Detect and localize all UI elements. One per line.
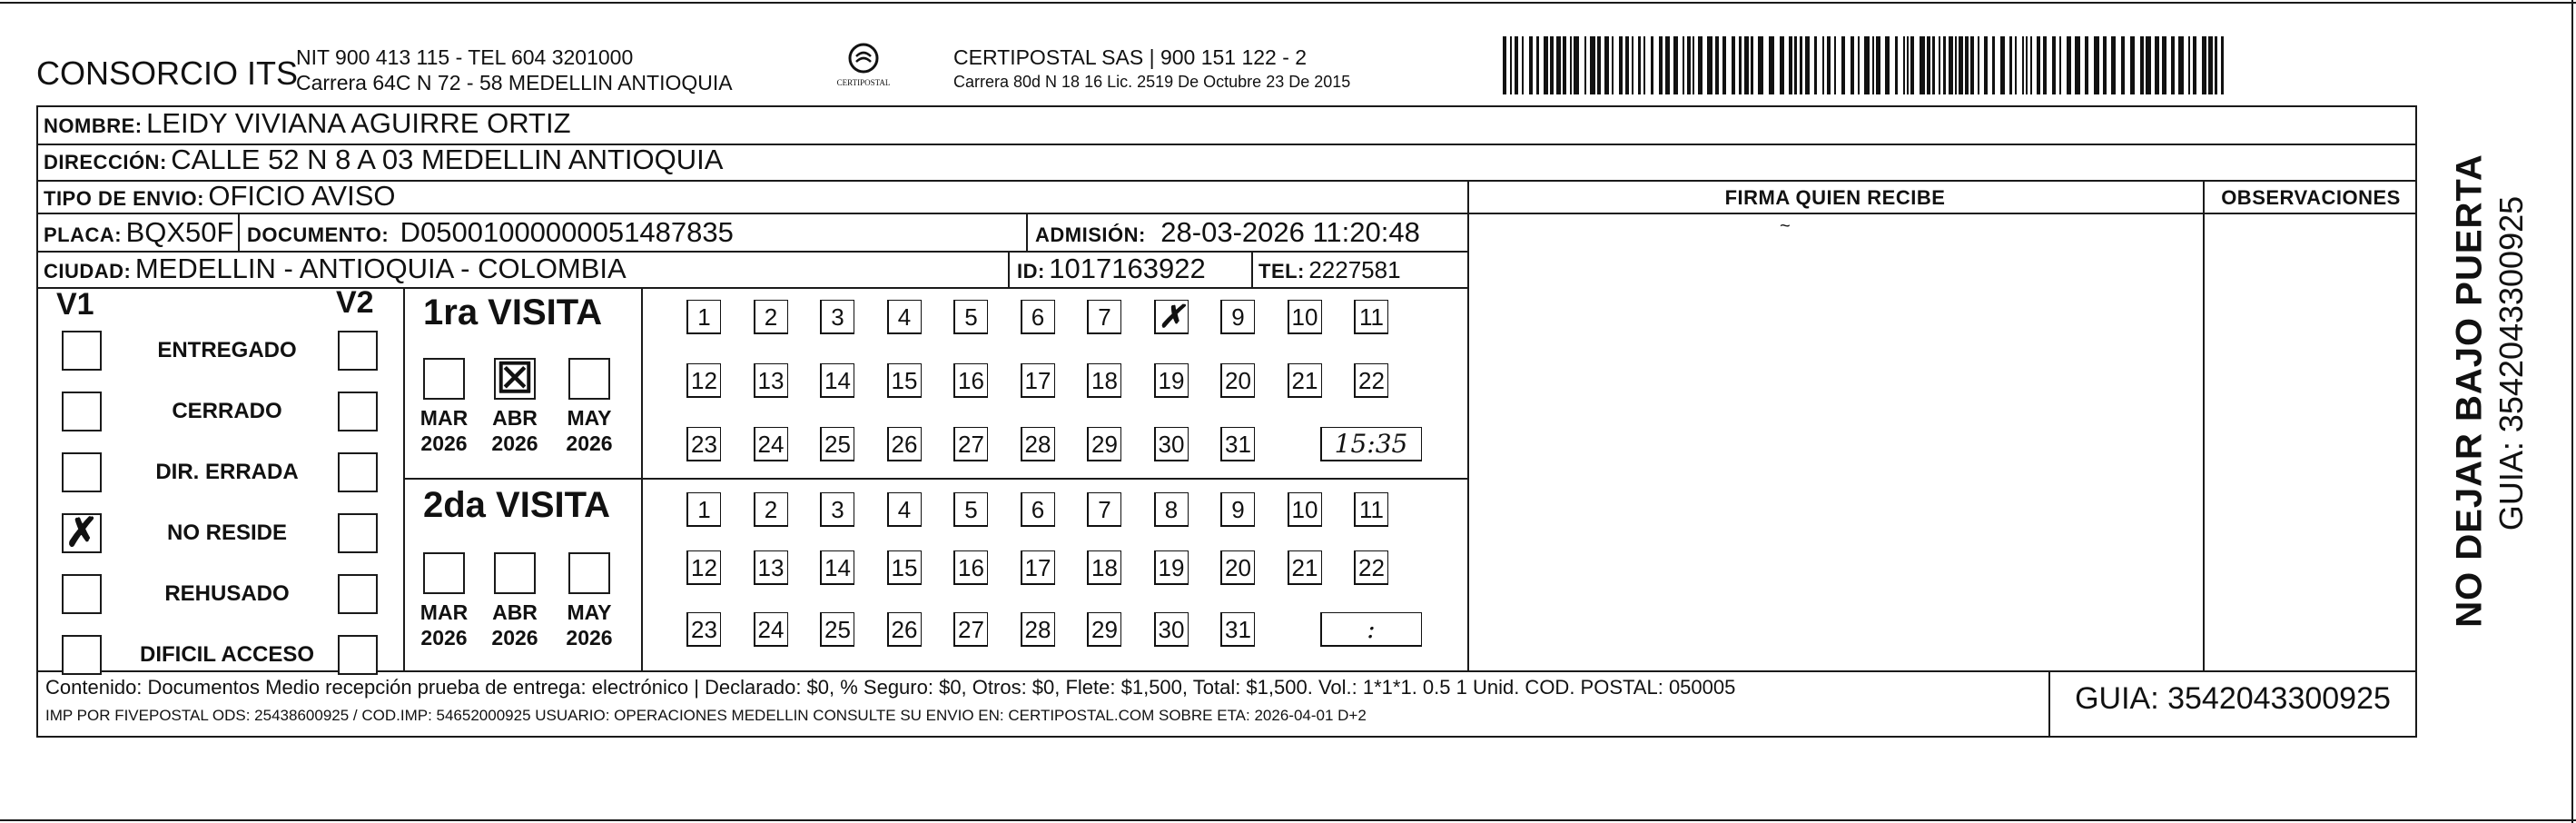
- admision-label: ADMISIÓN:: [1035, 223, 1146, 246]
- barcode-bar: [1959, 36, 1963, 94]
- month-checkbox[interactable]: [494, 354, 536, 402]
- barcode-bar: [1665, 36, 1670, 94]
- day-box[interactable]: 13: [754, 363, 788, 398]
- day-box[interactable]: 7: [1087, 300, 1121, 334]
- company-line-2: Carrera 64C N 72 - 58 MEDELLIN ANTIOQUIA: [296, 71, 733, 94]
- barcode-bar: [1722, 36, 1726, 94]
- barcode-bar: [1744, 36, 1749, 94]
- barcode-bar: [2171, 36, 2175, 94]
- day-box[interactable]: 27: [953, 612, 988, 647]
- barcode-bar: [1885, 36, 1890, 94]
- barcode-bar: [1978, 36, 1979, 94]
- time-box[interactable]: 15:35: [1320, 427, 1422, 461]
- barcode-bar: [2208, 36, 2213, 94]
- day-box[interactable]: 25: [820, 427, 854, 461]
- barcode-bar: [2000, 36, 2005, 94]
- day-box[interactable]: 24: [754, 427, 788, 461]
- month-checkbox[interactable]: [494, 552, 536, 594]
- day-box[interactable]: 20: [1220, 550, 1255, 585]
- day-box[interactable]: 6: [1021, 300, 1055, 334]
- v2-header: V2: [336, 285, 374, 320]
- day-box[interactable]: 21: [1288, 363, 1322, 398]
- barcode-bar: [1612, 36, 1614, 94]
- month-checkbox[interactable]: [423, 358, 465, 400]
- barcode-bar: [1510, 36, 1512, 94]
- barcode-bar: [1814, 36, 1817, 94]
- direccion-row: [44, 144, 723, 176]
- id-field: [1017, 253, 1206, 285]
- day-box[interactable]: 11: [1354, 300, 1388, 334]
- v2-checkbox[interactable]: [338, 452, 378, 492]
- ciudad-label: CIUDAD:: [44, 260, 132, 283]
- barcode-bar: [1739, 36, 1742, 94]
- barcode-bar: [1673, 36, 1678, 94]
- barcode-bar: [1556, 36, 1561, 94]
- barcode-bar: [1529, 36, 1533, 94]
- placa-field: [44, 216, 233, 249]
- barcode-bar: [2094, 36, 2099, 94]
- barcode-bar: [1536, 36, 1539, 94]
- barcode-bar: [1590, 36, 1595, 94]
- row-divider: [36, 287, 1467, 289]
- day-box[interactable]: 12: [686, 363, 721, 398]
- day-box[interactable]: 28: [1021, 612, 1055, 647]
- v1-checkbox[interactable]: [62, 331, 102, 371]
- barcode-bar: [1794, 36, 1797, 94]
- certipostal-logo: [831, 40, 896, 98]
- day-box[interactable]: 30: [1154, 612, 1189, 647]
- barcode-bar: [1751, 36, 1753, 94]
- month-label: MAY: [567, 406, 612, 430]
- ciudad-field: [44, 253, 627, 285]
- day-box[interactable]: 10: [1288, 492, 1322, 527]
- field-divider: [1026, 213, 1028, 251]
- month-label: MAY: [567, 600, 612, 624]
- day-box[interactable]: 5: [953, 300, 988, 334]
- day-box[interactable]: 1: [686, 492, 721, 527]
- day-box[interactable]: 14: [820, 550, 854, 585]
- day-box[interactable]: 9: [1220, 492, 1255, 527]
- footer-guia: GUIA: 3542043300925: [2075, 681, 2391, 716]
- barcode-bar: [1687, 36, 1691, 94]
- barcode-bar: [1683, 36, 1684, 94]
- visit-divider: [403, 478, 1467, 480]
- barcode-bar: [2121, 36, 2125, 94]
- month-label: MAR: [419, 406, 469, 430]
- barcode-graphic: [1503, 36, 2229, 94]
- barcode-bar: [1872, 36, 1874, 94]
- day-box[interactable]: 16: [953, 550, 988, 585]
- barcode-bar: [1515, 36, 1518, 94]
- barcode-bar: [2015, 36, 2017, 94]
- tipo-row: [44, 180, 396, 213]
- day-box[interactable]: 3: [820, 492, 854, 527]
- barcode-bar: [1758, 36, 1763, 94]
- month-year: 2026: [491, 626, 538, 649]
- barcode-bar: [2146, 36, 2151, 94]
- barcode-bar: [2052, 36, 2056, 94]
- barcode-bar: [2022, 36, 2024, 94]
- barcode-bar: [1841, 36, 1845, 94]
- v2-checkbox[interactable]: [338, 392, 378, 431]
- day-box[interactable]: 30: [1154, 427, 1189, 461]
- reason-label: REHUSADO: [164, 581, 290, 606]
- footer-line-1: Contenido: Documentos Medio recepción prueba de entrega: electrónico | Declarado: $0, % Seguro: $0, Otros: $0, Flete: $1,500, Total: $1,500. Vol.: 1*1*1. 0.5 1 Unid. COD. POSTAL: 050005: [45, 676, 1736, 699]
- day-box[interactable]: 1: [686, 300, 721, 334]
- month-year: 2026: [420, 626, 468, 649]
- day-box[interactable]: 17: [1021, 363, 1055, 398]
- barcode-bar: [1984, 36, 1988, 94]
- month-checkbox[interactable]: [423, 552, 465, 594]
- placa-label: PLACA:: [44, 223, 123, 246]
- logo-icon: [831, 40, 896, 98]
- barcode-bar: [1955, 36, 1957, 94]
- reason-label: NO RESIDE: [166, 521, 288, 545]
- day-box[interactable]: 21: [1288, 550, 1322, 585]
- v1-checkbox[interactable]: [62, 392, 102, 431]
- month-year: 2026: [566, 431, 613, 455]
- day-box[interactable]: 18: [1087, 550, 1121, 585]
- barcode-bar: [2162, 36, 2166, 94]
- barcode-bar: [1563, 36, 1566, 94]
- day-box[interactable]: 31: [1220, 612, 1255, 647]
- barcode-bar: [2009, 36, 2012, 94]
- documento-field: [247, 216, 734, 249]
- day-box[interactable]: 20: [1220, 363, 1255, 398]
- logo-text: CERTIPOSTAL: [836, 78, 891, 87]
- barcode-bar: [1651, 36, 1653, 94]
- documento-label: DOCUMENTO:: [247, 223, 390, 246]
- barcode-bar: [1769, 36, 1774, 94]
- barcode-bar: [1659, 36, 1663, 94]
- barcode-bar: [1851, 36, 1854, 94]
- barcode-bar: [2030, 36, 2032, 94]
- barcode-bar: [1864, 36, 1870, 94]
- barcode-bar: [2043, 36, 2047, 94]
- reason-label: ENTREGADO: [157, 338, 297, 362]
- day-box[interactable]: 23: [686, 612, 721, 647]
- barcode-bar: [1949, 36, 1953, 94]
- barcode-bar: [1732, 36, 1735, 94]
- day-crossed-mark: ✗: [1158, 299, 1185, 335]
- admision-value: 28-03-2026 11:20:48: [1160, 216, 1420, 248]
- row-divider: [36, 670, 2417, 672]
- barcode-bar: [1800, 36, 1802, 94]
- carrier-line-1: CERTIPOSTAL SAS | 900 151 122 - 2: [953, 45, 1308, 69]
- day-box[interactable]: 10: [1288, 300, 1322, 334]
- v1-checkbox[interactable]: [62, 452, 102, 492]
- barcode-bar: [1604, 36, 1609, 94]
- barcode-bar: [1638, 36, 1641, 94]
- nombre-row: [44, 107, 571, 140]
- barcode-bar: [2221, 36, 2224, 94]
- barcode-bar: [1910, 36, 1914, 94]
- day-box[interactable]: 18: [1087, 363, 1121, 398]
- barcode-bar: [1907, 36, 1909, 94]
- visit1-title: 1ra VISITA: [423, 293, 603, 332]
- barcode-bar: [1597, 36, 1601, 94]
- barcode-bar: [2103, 36, 2107, 94]
- field-divider: [1251, 251, 1253, 287]
- day-box[interactable]: [1154, 300, 1189, 334]
- company-line-1: NIT 900 413 115 - TEL 604 3201000: [296, 45, 634, 69]
- barcode-bar: [1943, 36, 1946, 94]
- month-checkbox[interactable]: [568, 358, 610, 400]
- day-box[interactable]: 11: [1354, 492, 1388, 527]
- barcode: [1503, 36, 2229, 94]
- v1-checkbox[interactable]: [62, 574, 102, 614]
- barcode-bar: [1805, 36, 1810, 94]
- v1-checkbox[interactable]: [62, 635, 102, 675]
- day-box[interactable]: 29: [1087, 427, 1121, 461]
- barcode-bar: [2193, 36, 2196, 94]
- tipo-value: OFICIO AVISO: [208, 180, 396, 212]
- day-box[interactable]: 25: [820, 612, 854, 647]
- month-year: 2026: [566, 626, 613, 649]
- barcode-bar: [1503, 36, 1506, 94]
- time-box[interactable]: :: [1320, 612, 1422, 647]
- barcode-bar: [2026, 36, 2028, 94]
- barcode-bar: [1619, 36, 1623, 94]
- barcode-bar: [1698, 36, 1703, 94]
- tel-field: [1258, 256, 1401, 284]
- id-label: ID:: [1017, 260, 1045, 283]
- barcode-bar: [1632, 36, 1633, 94]
- day-box[interactable]: 14: [820, 363, 854, 398]
- page-top-border: [0, 2, 2576, 4]
- firma-header: FIRMA QUIEN RECIBE: [1724, 186, 1946, 209]
- company-name: CONSORCIO ITS: [36, 55, 299, 92]
- day-box[interactable]: 22: [1354, 550, 1388, 585]
- barcode-bar: [1827, 36, 1831, 94]
- carrier-line-2: Carrera 80d N 18 16 Lic. 2519 De Octubre 23 De 2015: [953, 73, 1351, 91]
- barcode-bar: [1965, 36, 1969, 94]
- checkmark-x-icon: ☒: [496, 354, 534, 402]
- day-box[interactable]: 7: [1087, 492, 1121, 527]
- observaciones-header: OBSERVACIONES: [2221, 186, 2401, 209]
- visit2-title: 2da VISITA: [423, 485, 610, 525]
- day-box[interactable]: 2: [754, 300, 788, 334]
- barcode-bar: [1574, 36, 1579, 94]
- month-year: 2026: [420, 431, 468, 455]
- v1-checkbox[interactable]: [62, 513, 102, 553]
- day-box[interactable]: 22: [1354, 363, 1388, 398]
- day-box[interactable]: 26: [887, 612, 922, 647]
- v2-checkbox[interactable]: [338, 513, 378, 553]
- barcode-bar: [1927, 36, 1930, 94]
- day-box[interactable]: 27: [953, 427, 988, 461]
- nombre-value: LEIDY VIVIANA AGUIRRE ORTIZ: [146, 107, 571, 139]
- barcode-bar: [2140, 36, 2144, 94]
- side-guia: GUIA: 3542043300925: [2492, 195, 2530, 531]
- barcode-bar: [2215, 36, 2217, 94]
- day-box[interactable]: 15: [887, 550, 922, 585]
- barcode-bar: [1992, 36, 1995, 94]
- barcode-bar: [1876, 36, 1880, 94]
- barcode-bar: [1715, 36, 1719, 94]
- checkmark-x-icon: ✗: [64, 511, 99, 555]
- direccion-label: DIRECCIÓN:: [44, 151, 167, 174]
- barcode-bar: [2075, 36, 2080, 94]
- barcode-bar: [2188, 36, 2190, 94]
- day-box[interactable]: 4: [887, 300, 922, 334]
- day-box[interactable]: 17: [1021, 550, 1055, 585]
- barcode-bar: [2155, 36, 2159, 94]
- no-dejar-warning: NO DEJAR BAJO PUERTA: [2449, 154, 2490, 628]
- barcode-bar: [2202, 36, 2206, 94]
- page-right-border: [2571, 0, 2573, 823]
- obs-column-border: [2203, 180, 2205, 670]
- barcode-bar: [2178, 36, 2184, 94]
- day-box[interactable]: 3: [820, 300, 854, 334]
- signature-mark: ~: [1780, 216, 1791, 236]
- day-box[interactable]: 31: [1220, 427, 1255, 461]
- barcode-bar: [1822, 36, 1824, 94]
- tel-value: 2227581: [1308, 256, 1401, 283]
- field-divider: [1008, 251, 1010, 287]
- barcode-bar: [1834, 36, 1836, 94]
- direccion-value: CALLE 52 N 8 A 03 MEDELLIN ANTIOQUIA: [171, 144, 724, 175]
- reason-label: DIR. ERRADA: [155, 460, 299, 484]
- barcode-bar: [2037, 36, 2040, 94]
- day-box[interactable]: 29: [1087, 612, 1121, 647]
- barcode-bar: [2111, 36, 2116, 94]
- day-box[interactable]: 8: [1154, 492, 1189, 527]
- barcode-bar: [2059, 36, 2061, 94]
- barcode-bar: [2130, 36, 2135, 94]
- barcode-bar: [1780, 36, 1784, 94]
- day-box[interactable]: 15: [887, 363, 922, 398]
- reason-label: CERRADO: [172, 399, 282, 423]
- day-box[interactable]: 23: [686, 427, 721, 461]
- barcode-bar: [1584, 36, 1586, 94]
- page-bottom-border: [0, 819, 2576, 821]
- id-value: 1017163922: [1049, 253, 1206, 284]
- barcode-bar: [1789, 36, 1792, 94]
- barcode-bar: [1544, 36, 1548, 94]
- barcode-bar: [1932, 36, 1935, 94]
- barcode-bar: [1522, 36, 1524, 94]
- footer-line-2: IMP POR FIVEPOSTAL ODS: 25438600925 / COD.IMP: 54652000925 USUARIO: OPERACIONES MEDELLIN CONSULTE SU ENVIO EN: CERTIPOSTAL.COM SOBRE ETA: 2026-04-01 D+2: [45, 707, 1367, 724]
- barcode-bar: [1895, 36, 1898, 94]
- field-divider: [238, 213, 240, 251]
- day-box[interactable]: 5: [953, 492, 988, 527]
- barcode-bar: [1693, 36, 1694, 94]
- column-header-divider: [1467, 213, 2417, 214]
- month-label: ABR: [492, 600, 538, 624]
- barcode-bar: [1643, 36, 1645, 94]
- day-box[interactable]: 19: [1154, 550, 1189, 585]
- month-year: 2026: [491, 431, 538, 455]
- day-box[interactable]: 2: [754, 492, 788, 527]
- admision-field: [1035, 216, 1420, 249]
- ciudad-value: MEDELLIN - ANTIOQUIA - COLOMBIA: [134, 253, 627, 284]
- day-box[interactable]: 28: [1021, 427, 1055, 461]
- v2-checkbox[interactable]: [338, 635, 378, 675]
- barcode-bar: [1920, 36, 1925, 94]
- tel-label: TEL:: [1258, 260, 1305, 283]
- month-label: MAR: [419, 600, 469, 624]
- documento-value: D05001000000051487835: [400, 216, 734, 248]
- barcode-bar: [1625, 36, 1629, 94]
- tipo-label: TIPO DE ENVIO:: [44, 187, 204, 210]
- barcode-bar: [1570, 36, 1572, 94]
- barcode-bar: [1707, 36, 1712, 94]
- barcode-bar: [1939, 36, 1940, 94]
- day-box[interactable]: 4: [887, 492, 922, 527]
- barcode-bar: [2085, 36, 2088, 94]
- v2-checkbox[interactable]: [338, 574, 378, 614]
- month-checkbox[interactable]: [568, 552, 610, 594]
- firma-column-border: [1467, 180, 1469, 670]
- reason-label: DIFICIL ACCESO: [139, 642, 314, 667]
- day-box[interactable]: 16: [953, 363, 988, 398]
- v1-header: V1: [56, 287, 94, 322]
- barcode-bar: [2067, 36, 2071, 94]
- day-box[interactable]: 24: [754, 612, 788, 647]
- day-box[interactable]: 26: [887, 427, 922, 461]
- placa-value: BQX50F: [125, 216, 234, 248]
- v2-checkbox[interactable]: [338, 331, 378, 371]
- nombre-label: NOMBRE:: [44, 114, 143, 137]
- day-box[interactable]: 6: [1021, 492, 1055, 527]
- day-box[interactable]: 9: [1220, 300, 1255, 334]
- day-box[interactable]: 12: [686, 550, 721, 585]
- day-box[interactable]: 13: [754, 550, 788, 585]
- barcode-bar: [1858, 36, 1860, 94]
- day-box[interactable]: 19: [1154, 363, 1189, 398]
- barcode-bar: [1970, 36, 1974, 94]
- barcode-bar: [1550, 36, 1554, 94]
- month-label: ABR: [492, 406, 538, 430]
- barcode-bar: [1903, 36, 1905, 94]
